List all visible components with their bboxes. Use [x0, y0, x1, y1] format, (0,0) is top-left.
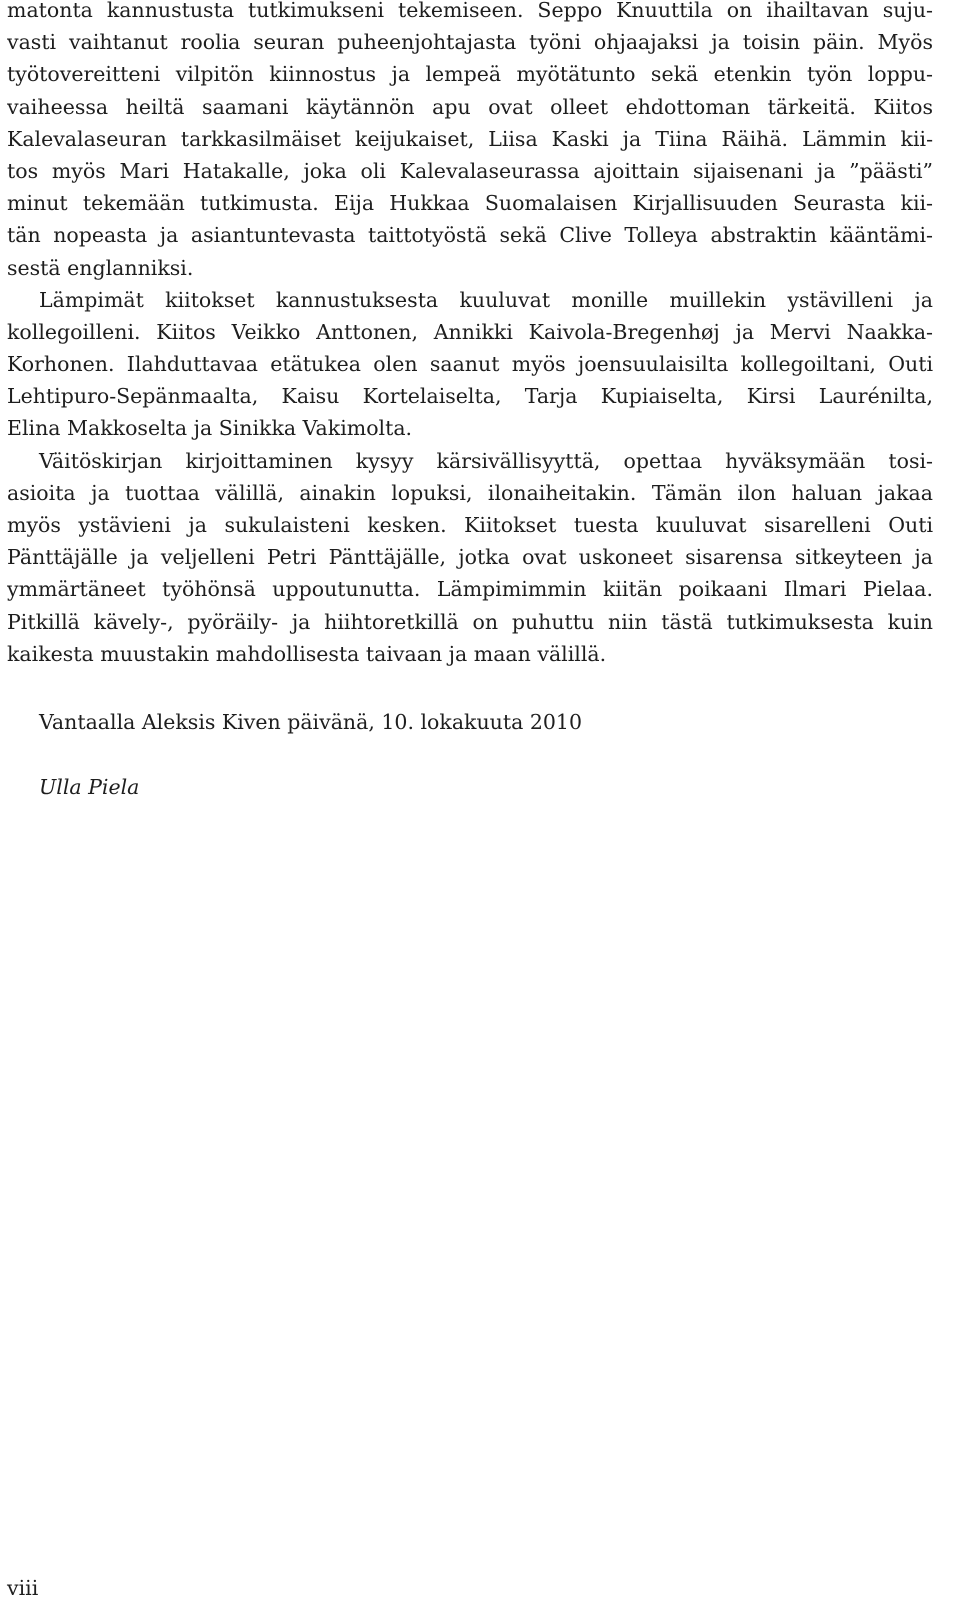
text-line: Väitöskirjan kirjoittaminen kysyy kärsivällisyyttä, opettaa hyväksymään tosi- [39, 448, 933, 473]
text-line: kaikesta muustakin mahdollisesta taivaan ja maan välillä. [7, 641, 607, 666]
text-line: matonta kannustusta tutkimukseni tekemiseen. Seppo Knuuttila on ihailtavan suju- [7, 0, 933, 22]
text-line: Pänttäjälle ja veljelleni Petri Pänttäjälle, jotka ovat uskoneet sisarensa sitkeyteen ja [7, 545, 933, 570]
text-line: kollegoilleni. Kiitos Veikko Anttonen, Annikki Kaivola-Bregenhøj ja Mervi Naakka- [7, 319, 933, 344]
text-line: asioita ja tuottaa välillä, ainakin lopuksi, ilonaiheitakin. Tämän ilon haluan jakaa [7, 480, 933, 505]
text-line: myös ystävieni ja sukulaisteni kesken. Kiitokset tuesta kuuluvat sisarelleni Outi [7, 513, 933, 537]
text-line: Korhonen. Ilahduttavaa etätukea olen saanut myös joensuulaisilta kollegoiltani, Outi [7, 352, 933, 377]
acknowledgements-text [7, 0, 933, 670]
text-line: Lehtipuro-Sepänmaalta, Kaisu Kortelaiselta, Tarja Kupiaiselta, Kirsi Laurénilta, [7, 384, 933, 409]
text-line: tos myös Mari Hatakalle, joka oli Kalevalaseurassa ajoittain sijaisenani ja ”päästi” [7, 158, 933, 183]
author-signature: Ulla Piela [39, 775, 140, 799]
place-and-date: Vantaalla Aleksis Kiven päivänä, 10. lokakuuta 2010 [39, 710, 583, 734]
text-line: Pitkillä kävely-, pyöräily- ja hiihtoretkillä on puhuttu niin tästä tutkimuksesta kuin [7, 609, 933, 634]
page-number: viii [7, 1576, 39, 1600]
text-line: työtovereitteni vilpitön kiinnostus ja lempeä myötätunto sekä etenkin työn loppu- [7, 62, 933, 87]
text-line: ymmärtäneet työhönsä uppoutunutta. Lämpimimmin kiitän poikaani Ilmari Pielaa. [7, 577, 933, 602]
text-line: sestä englanniksi. [7, 255, 194, 280]
paragraph [7, 0, 933, 284]
text-line: tän nopeasta ja asiantuntevasta taittotyöstä sekä Clive Tolleya abstraktin kääntämi- [7, 223, 933, 248]
text-line: Elina Makkoselta ja Sinikka Vakimolta. [7, 416, 413, 441]
paragraph [7, 284, 933, 445]
text-line: minut tekemään tutkimusta. Eija Hukkaa Suomalaisen Kirjallisuuden Seurasta kii- [7, 191, 933, 216]
text-line: vasti vaihtanut roolia seuran puheenjohtajasta työni ohjaajaksi ja toisin päin. Myös [7, 30, 933, 55]
text-line: Lämpimät kiitokset kannustuksesta kuuluvat monille muillekin ystävilleni ja [39, 287, 933, 312]
text-line: Kalevalaseuran tarkkasilmäiset keijukaiset, Liisa Kaski ja Tiina Räihä. Lämmin kii- [7, 126, 933, 151]
text-line: vaiheessa heiltä saamani käytännön apu ovat olleet ehdottoman tärkeitä. Kiitos [7, 94, 933, 119]
paragraph [7, 445, 933, 670]
